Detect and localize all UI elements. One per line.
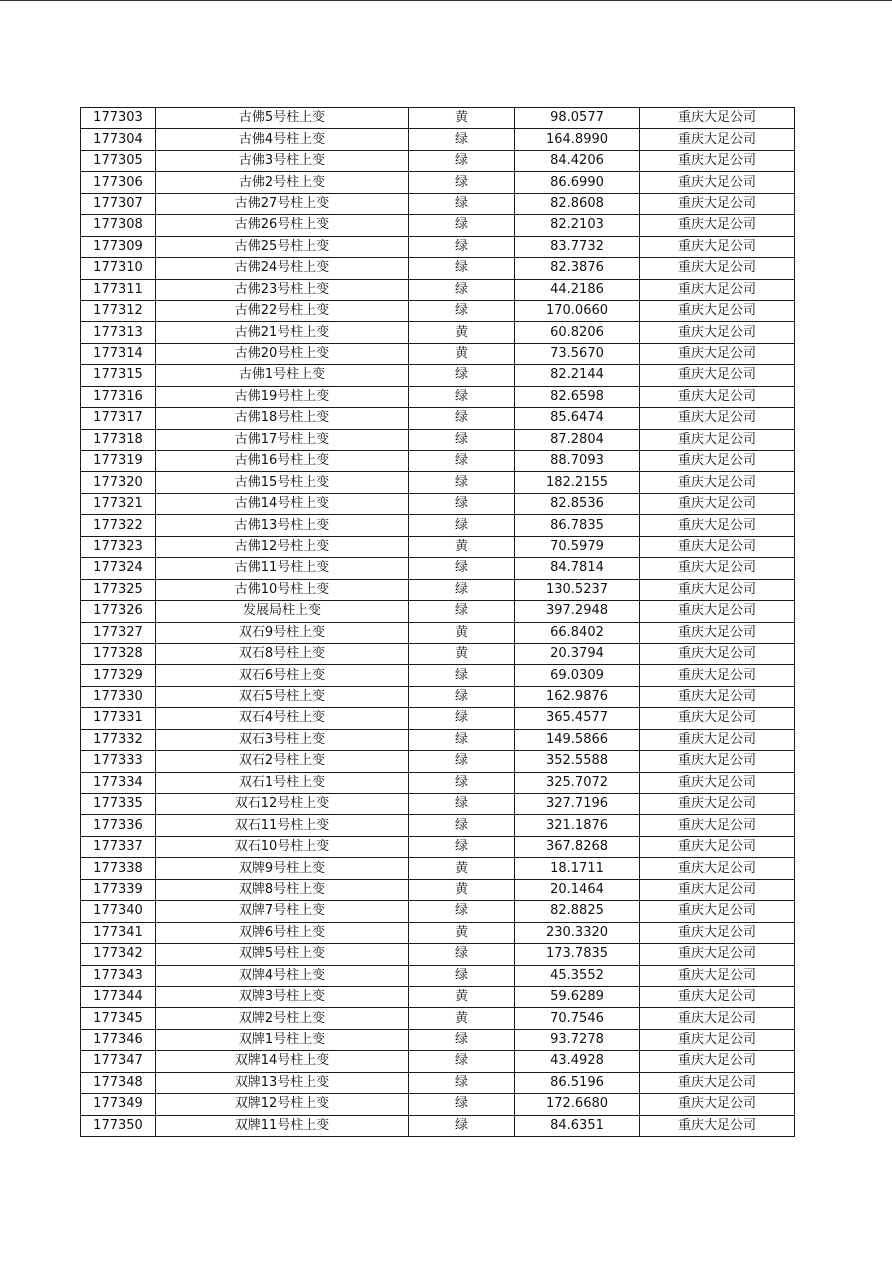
- cell-station-name: 古佛11号柱上变: [156, 558, 409, 579]
- table-row: [81, 601, 795, 622]
- table-row: [81, 493, 795, 514]
- table-row: [81, 451, 795, 472]
- table-row: [81, 965, 795, 986]
- cell-value: 85.6474: [515, 408, 640, 429]
- cell-station-name: 古佛18号柱上变: [156, 408, 409, 429]
- table-row: [81, 579, 795, 600]
- cell-value: 20.3794: [515, 643, 640, 664]
- cell-station-name: 古佛25号柱上变: [156, 236, 409, 257]
- cell-id: 177318: [81, 429, 156, 450]
- cell-company: 重庆大足公司: [640, 558, 795, 579]
- table-row: [81, 386, 795, 407]
- table-row: [81, 1094, 795, 1115]
- cell-station-name: 古佛5号柱上变: [156, 108, 409, 129]
- table-row: [81, 836, 795, 857]
- cell-station-name: 双石2号柱上变: [156, 751, 409, 772]
- table-row: [81, 1115, 795, 1136]
- cell-status-color: 绿: [409, 150, 515, 171]
- cell-value: 82.8825: [515, 901, 640, 922]
- cell-id: 177311: [81, 279, 156, 300]
- cell-value: 93.7278: [515, 1029, 640, 1050]
- cell-status-color: 绿: [409, 472, 515, 493]
- cell-value: 230.3320: [515, 922, 640, 943]
- cell-station-name: 双牌12号柱上变: [156, 1094, 409, 1115]
- cell-status-color: 绿: [409, 836, 515, 857]
- cell-station-name: 双牌14号柱上变: [156, 1051, 409, 1072]
- cell-company: 重庆大足公司: [640, 772, 795, 793]
- cell-id: 177315: [81, 365, 156, 386]
- table-row: [81, 729, 795, 750]
- cell-company: 重庆大足公司: [640, 386, 795, 407]
- cell-status-color: 黄: [409, 858, 515, 879]
- table-row: [81, 708, 795, 729]
- cell-station-name: 古佛21号柱上变: [156, 322, 409, 343]
- cell-station-name: 发展局柱上变: [156, 601, 409, 622]
- cell-status-color: 黄: [409, 922, 515, 943]
- table-row: [81, 622, 795, 643]
- cell-status-color: 绿: [409, 129, 515, 150]
- cell-value: 164.8990: [515, 129, 640, 150]
- cell-status-color: 绿: [409, 708, 515, 729]
- table-row: [81, 236, 795, 257]
- cell-company: 重庆大足公司: [640, 1029, 795, 1050]
- cell-id: 177309: [81, 236, 156, 257]
- cell-station-name: 古佛16号柱上变: [156, 451, 409, 472]
- table-row: [81, 279, 795, 300]
- cell-station-name: 古佛27号柱上变: [156, 193, 409, 214]
- table-row: [81, 193, 795, 214]
- cell-value: 325.7072: [515, 772, 640, 793]
- cell-status-color: 绿: [409, 258, 515, 279]
- cell-value: 66.8402: [515, 622, 640, 643]
- table-row: [81, 515, 795, 536]
- cell-status-color: 绿: [409, 665, 515, 686]
- cell-id: 177307: [81, 193, 156, 214]
- cell-status-color: 绿: [409, 579, 515, 600]
- cell-station-name: 双石1号柱上变: [156, 772, 409, 793]
- cell-id: 177312: [81, 300, 156, 321]
- cell-station-name: 双牌5号柱上变: [156, 944, 409, 965]
- cell-id: 177350: [81, 1115, 156, 1136]
- table-row: [81, 944, 795, 965]
- cell-company: 重庆大足公司: [640, 150, 795, 171]
- cell-id: 177316: [81, 386, 156, 407]
- cell-value: 82.8608: [515, 193, 640, 214]
- cell-company: 重庆大足公司: [640, 536, 795, 557]
- cell-value: 84.7814: [515, 558, 640, 579]
- cell-value: 44.2186: [515, 279, 640, 300]
- cell-id: 177314: [81, 343, 156, 364]
- cell-value: 70.5979: [515, 536, 640, 557]
- cell-value: 82.8536: [515, 493, 640, 514]
- cell-company: 重庆大足公司: [640, 279, 795, 300]
- cell-value: 82.2144: [515, 365, 640, 386]
- cell-id: 177345: [81, 1008, 156, 1029]
- table-row: [81, 1008, 795, 1029]
- cell-value: 182.2155: [515, 472, 640, 493]
- cell-status-color: 绿: [409, 1115, 515, 1136]
- cell-status-color: 绿: [409, 794, 515, 815]
- table-row: [81, 1072, 795, 1093]
- cell-status-color: 绿: [409, 558, 515, 579]
- cell-station-name: 古佛1号柱上变: [156, 365, 409, 386]
- cell-status-color: 绿: [409, 515, 515, 536]
- table-row: [81, 108, 795, 129]
- cell-station-name: 双牌7号柱上变: [156, 901, 409, 922]
- cell-value: 43.4928: [515, 1051, 640, 1072]
- cell-status-color: 绿: [409, 772, 515, 793]
- cell-station-name: 双石10号柱上变: [156, 836, 409, 857]
- cell-status-color: 绿: [409, 1072, 515, 1093]
- cell-id: 177342: [81, 944, 156, 965]
- cell-station-name: 双牌13号柱上变: [156, 1072, 409, 1093]
- cell-status-color: 黄: [409, 322, 515, 343]
- cell-company: 重庆大足公司: [640, 794, 795, 815]
- cell-id: 177346: [81, 1029, 156, 1050]
- cell-company: 重庆大足公司: [640, 429, 795, 450]
- cell-value: 87.2804: [515, 429, 640, 450]
- cell-company: 重庆大足公司: [640, 665, 795, 686]
- cell-value: 73.5670: [515, 343, 640, 364]
- cell-station-name: 双牌6号柱上变: [156, 922, 409, 943]
- cell-status-color: 绿: [409, 1051, 515, 1072]
- cell-company: 重庆大足公司: [640, 236, 795, 257]
- cell-station-name: 双石9号柱上变: [156, 622, 409, 643]
- cell-id: 177349: [81, 1094, 156, 1115]
- cell-value: 321.1876: [515, 815, 640, 836]
- cell-company: 重庆大足公司: [640, 1115, 795, 1136]
- cell-value: 84.6351: [515, 1115, 640, 1136]
- cell-status-color: 绿: [409, 729, 515, 750]
- cell-value: 82.2103: [515, 215, 640, 236]
- table-row: [81, 922, 795, 943]
- cell-id: 177341: [81, 922, 156, 943]
- cell-status-color: 绿: [409, 451, 515, 472]
- cell-status-color: 绿: [409, 215, 515, 236]
- cell-value: 173.7835: [515, 944, 640, 965]
- table-row: [81, 665, 795, 686]
- cell-value: 60.8206: [515, 322, 640, 343]
- cell-station-name: 双石11号柱上变: [156, 815, 409, 836]
- cell-station-name: 古佛20号柱上变: [156, 343, 409, 364]
- cell-value: 397.2948: [515, 601, 640, 622]
- cell-value: 69.0309: [515, 665, 640, 686]
- cell-station-name: 双石6号柱上变: [156, 665, 409, 686]
- cell-company: 重庆大足公司: [640, 1094, 795, 1115]
- table-row: [81, 643, 795, 664]
- cell-company: 重庆大足公司: [640, 451, 795, 472]
- cell-company: 重庆大足公司: [640, 944, 795, 965]
- cell-station-name: 古佛22号柱上变: [156, 300, 409, 321]
- table-row: [81, 536, 795, 557]
- cell-id: 177308: [81, 215, 156, 236]
- cell-id: 177340: [81, 901, 156, 922]
- table-row: [81, 150, 795, 171]
- cell-company: 重庆大足公司: [640, 408, 795, 429]
- table-row: [81, 1051, 795, 1072]
- cell-id: 177322: [81, 515, 156, 536]
- cell-value: 170.0660: [515, 300, 640, 321]
- cell-id: 177334: [81, 772, 156, 793]
- cell-id: 177348: [81, 1072, 156, 1093]
- cell-id: 177319: [81, 451, 156, 472]
- cell-id: 177335: [81, 794, 156, 815]
- cell-status-color: 绿: [409, 236, 515, 257]
- table-row: [81, 751, 795, 772]
- cell-id: 177328: [81, 643, 156, 664]
- cell-value: 70.7546: [515, 1008, 640, 1029]
- cell-company: 重庆大足公司: [640, 300, 795, 321]
- cell-status-color: 黄: [409, 986, 515, 1007]
- cell-company: 重庆大足公司: [640, 901, 795, 922]
- cell-status-color: 绿: [409, 493, 515, 514]
- cell-company: 重庆大足公司: [640, 708, 795, 729]
- cell-id: 177321: [81, 493, 156, 514]
- cell-id: 177325: [81, 579, 156, 600]
- table-row: [81, 858, 795, 879]
- cell-status-color: 绿: [409, 686, 515, 707]
- cell-station-name: 双石8号柱上变: [156, 643, 409, 664]
- cell-station-name: 古佛23号柱上变: [156, 279, 409, 300]
- cell-value: 162.9876: [515, 686, 640, 707]
- table-row: [81, 215, 795, 236]
- cell-station-name: 双石4号柱上变: [156, 708, 409, 729]
- table-row: [81, 558, 795, 579]
- cell-id: 177310: [81, 258, 156, 279]
- cell-status-color: 绿: [409, 429, 515, 450]
- cell-value: 82.6598: [515, 386, 640, 407]
- cell-id: 177313: [81, 322, 156, 343]
- cell-company: 重庆大足公司: [640, 601, 795, 622]
- cell-id: 177339: [81, 879, 156, 900]
- cell-status-color: 绿: [409, 408, 515, 429]
- cell-station-name: 古佛4号柱上变: [156, 129, 409, 150]
- page-top-border: [0, 0, 892, 1]
- cell-station-name: 双牌4号柱上变: [156, 965, 409, 986]
- cell-value: 149.5866: [515, 729, 640, 750]
- cell-id: 177336: [81, 815, 156, 836]
- cell-id: 177320: [81, 472, 156, 493]
- cell-value: 45.3552: [515, 965, 640, 986]
- table-row: [81, 815, 795, 836]
- cell-status-color: 绿: [409, 1029, 515, 1050]
- cell-value: 98.0577: [515, 108, 640, 129]
- cell-id: 177305: [81, 150, 156, 171]
- table-row: [81, 772, 795, 793]
- cell-station-name: 双石5号柱上变: [156, 686, 409, 707]
- cell-station-name: 古佛12号柱上变: [156, 536, 409, 557]
- cell-company: 重庆大足公司: [640, 108, 795, 129]
- cell-id: 177326: [81, 601, 156, 622]
- cell-company: 重庆大足公司: [640, 622, 795, 643]
- cell-company: 重庆大足公司: [640, 879, 795, 900]
- cell-value: 18.1711: [515, 858, 640, 879]
- cell-station-name: 古佛2号柱上变: [156, 172, 409, 193]
- cell-id: 177306: [81, 172, 156, 193]
- cell-company: 重庆大足公司: [640, 922, 795, 943]
- cell-value: 86.5196: [515, 1072, 640, 1093]
- cell-station-name: 古佛26号柱上变: [156, 215, 409, 236]
- cell-value: 327.7196: [515, 794, 640, 815]
- cell-status-color: 绿: [409, 193, 515, 214]
- table-row: [81, 408, 795, 429]
- cell-status-color: 绿: [409, 1094, 515, 1115]
- transformer-table: [80, 107, 795, 1137]
- cell-station-name: 双牌2号柱上变: [156, 1008, 409, 1029]
- cell-id: 177333: [81, 751, 156, 772]
- cell-status-color: 绿: [409, 601, 515, 622]
- table-row: [81, 686, 795, 707]
- cell-value: 59.6289: [515, 986, 640, 1007]
- table-row: [81, 343, 795, 364]
- cell-station-name: 双牌11号柱上变: [156, 1115, 409, 1136]
- cell-id: 177332: [81, 729, 156, 750]
- cell-company: 重庆大足公司: [640, 858, 795, 879]
- cell-status-color: 绿: [409, 386, 515, 407]
- cell-company: 重庆大足公司: [640, 215, 795, 236]
- cell-value: 86.6990: [515, 172, 640, 193]
- cell-station-name: 古佛24号柱上变: [156, 258, 409, 279]
- table-row: [81, 258, 795, 279]
- cell-station-name: 双牌3号柱上变: [156, 986, 409, 1007]
- cell-value: 82.3876: [515, 258, 640, 279]
- table-row: [81, 129, 795, 150]
- cell-value: 20.1464: [515, 879, 640, 900]
- table-row: [81, 300, 795, 321]
- cell-status-color: 绿: [409, 279, 515, 300]
- cell-value: 86.7835: [515, 515, 640, 536]
- cell-company: 重庆大足公司: [640, 129, 795, 150]
- cell-company: 重庆大足公司: [640, 1051, 795, 1072]
- cell-status-color: 黄: [409, 622, 515, 643]
- cell-id: 177338: [81, 858, 156, 879]
- cell-status-color: 绿: [409, 365, 515, 386]
- cell-id: 177337: [81, 836, 156, 857]
- cell-value: 367.8268: [515, 836, 640, 857]
- cell-company: 重庆大足公司: [640, 322, 795, 343]
- cell-status-color: 绿: [409, 815, 515, 836]
- table-row: [81, 322, 795, 343]
- cell-value: 84.4206: [515, 150, 640, 171]
- cell-station-name: 古佛10号柱上变: [156, 579, 409, 600]
- table-body: [81, 108, 795, 1137]
- cell-station-name: 双牌1号柱上变: [156, 1029, 409, 1050]
- cell-company: 重庆大足公司: [640, 965, 795, 986]
- cell-company: 重庆大足公司: [640, 343, 795, 364]
- cell-id: 177323: [81, 536, 156, 557]
- cell-value: 365.4577: [515, 708, 640, 729]
- cell-id: 177330: [81, 686, 156, 707]
- cell-value: 88.7093: [515, 451, 640, 472]
- cell-id: 177331: [81, 708, 156, 729]
- cell-id: 177304: [81, 129, 156, 150]
- cell-status-color: 绿: [409, 300, 515, 321]
- cell-status-color: 黄: [409, 643, 515, 664]
- cell-status-color: 绿: [409, 944, 515, 965]
- cell-company: 重庆大足公司: [640, 172, 795, 193]
- cell-id: 177347: [81, 1051, 156, 1072]
- cell-station-name: 双牌8号柱上变: [156, 879, 409, 900]
- cell-station-name: 古佛15号柱上变: [156, 472, 409, 493]
- table-row: [81, 365, 795, 386]
- cell-company: 重庆大足公司: [640, 365, 795, 386]
- cell-station-name: 古佛19号柱上变: [156, 386, 409, 407]
- table-row: [81, 986, 795, 1007]
- cell-station-name: 双石3号柱上变: [156, 729, 409, 750]
- cell-value: 83.7732: [515, 236, 640, 257]
- cell-status-color: 绿: [409, 901, 515, 922]
- cell-station-name: 古佛13号柱上变: [156, 515, 409, 536]
- cell-company: 重庆大足公司: [640, 643, 795, 664]
- cell-company: 重庆大足公司: [640, 1072, 795, 1093]
- cell-company: 重庆大足公司: [640, 815, 795, 836]
- cell-id: 177329: [81, 665, 156, 686]
- cell-status-color: 黄: [409, 1008, 515, 1029]
- cell-company: 重庆大足公司: [640, 686, 795, 707]
- cell-id: 177303: [81, 108, 156, 129]
- cell-station-name: 古佛17号柱上变: [156, 429, 409, 450]
- table-row: [81, 794, 795, 815]
- table-row: [81, 429, 795, 450]
- cell-status-color: 黄: [409, 536, 515, 557]
- cell-company: 重庆大足公司: [640, 729, 795, 750]
- table-row: [81, 879, 795, 900]
- cell-company: 重庆大足公司: [640, 193, 795, 214]
- cell-value: 130.5237: [515, 579, 640, 600]
- cell-value: 352.5588: [515, 751, 640, 772]
- cell-company: 重庆大足公司: [640, 579, 795, 600]
- cell-status-color: 绿: [409, 751, 515, 772]
- cell-company: 重庆大足公司: [640, 258, 795, 279]
- table-row: [81, 172, 795, 193]
- cell-id: 177327: [81, 622, 156, 643]
- table-row: [81, 1029, 795, 1050]
- cell-id: 177317: [81, 408, 156, 429]
- cell-station-name: 古佛14号柱上变: [156, 493, 409, 514]
- table-row: [81, 472, 795, 493]
- cell-id: 177343: [81, 965, 156, 986]
- cell-company: 重庆大足公司: [640, 493, 795, 514]
- cell-company: 重庆大足公司: [640, 1008, 795, 1029]
- cell-status-color: 绿: [409, 965, 515, 986]
- cell-id: 177324: [81, 558, 156, 579]
- cell-status-color: 黄: [409, 108, 515, 129]
- cell-id: 177344: [81, 986, 156, 1007]
- cell-company: 重庆大足公司: [640, 986, 795, 1007]
- cell-station-name: 双石12号柱上变: [156, 794, 409, 815]
- cell-station-name: 古佛3号柱上变: [156, 150, 409, 171]
- table-row: [81, 901, 795, 922]
- cell-status-color: 黄: [409, 879, 515, 900]
- cell-company: 重庆大足公司: [640, 472, 795, 493]
- cell-company: 重庆大足公司: [640, 836, 795, 857]
- cell-value: 172.6680: [515, 1094, 640, 1115]
- cell-status-color: 黄: [409, 343, 515, 364]
- cell-company: 重庆大足公司: [640, 515, 795, 536]
- cell-station-name: 双牌9号柱上变: [156, 858, 409, 879]
- cell-status-color: 绿: [409, 172, 515, 193]
- cell-company: 重庆大足公司: [640, 751, 795, 772]
